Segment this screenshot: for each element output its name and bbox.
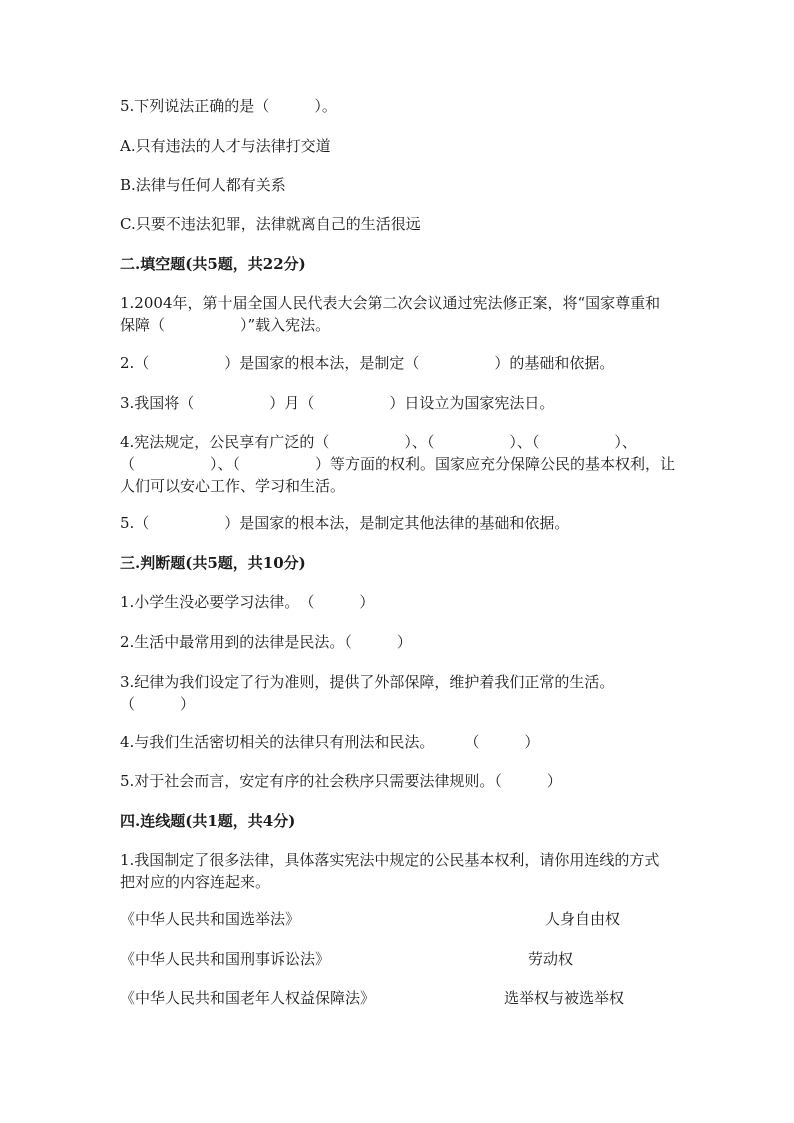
fill-blank-item-2: 2.（ ）是国家的根本法，是制定（ ）的基础和依据。 [120, 354, 615, 372]
true-false-item-3: 3.纪律为我们设定了行为准则，提供了外部保障，维护着我们正常的生活。（ ） [120, 673, 615, 713]
fill-blank-item-4: 4.宪法规定，公民享有广泛的（ ）、（ ）、（ ）、（ ）、（ ）等方面的权利。国家应充分保障公民的基本权利，让人们可以安心工作、学习和生活。 [120, 433, 676, 495]
section-title-true-false: 三.判断题(共5题，共10分) [120, 554, 306, 572]
option-a: A.只有违法的人才与法律打交道 [120, 137, 331, 155]
true-false-item-5: 5.对于社会而言，安定有序的社会秩序只需要法律规则。（ ） [120, 772, 562, 790]
matching-right-item-3: 选举权与被选举权 [504, 989, 625, 1007]
fill-blank-item-5: 5.（ ）是国家的根本法，是制定其他法律的基础和依据。 [120, 514, 570, 532]
true-false-item-2: 2.生活中最常用到的法律是民法。（ ） [120, 633, 412, 651]
matching-prompt: 1.我国制定了很多法律，具体落实宪法中规定的公民基本权利，请你用连线的方式把对应的内容连起来。 [120, 851, 660, 891]
section-title-fill-blank: 二.填空题(共5题，共22分) [120, 255, 306, 273]
fill-blank-item-1: 1.2004年，第十届全国人民代表大会第二次会议通过宪法修正案，将“国家尊重和保障（ ）”载入宪法。 [120, 294, 661, 334]
fill-blank-item-3: 3.我国将（ ）月（ ）日设立为国家宪法日。 [120, 394, 555, 412]
section-title-matching: 四.连线题(共1题，共4分) [120, 812, 296, 830]
question-stem: 5.下列说法正确的是（ ）。 [120, 97, 337, 115]
matching-left-item-1: 《中华人民共和国选举法》 [120, 910, 301, 928]
option-b: B.法律与任何人都有关系 [120, 176, 286, 194]
option-c: C.只要不违法犯罪，法律就离自己的生活很远 [120, 215, 421, 233]
true-false-item-4: 4.与我们生活密切相关的法律只有刑法和民法。 （ ） [120, 733, 540, 751]
matching-right-item-2: 劳动权 [528, 950, 574, 968]
matching-left-item-3: 《中华人民共和国老年人权益保障法》 [120, 989, 376, 1007]
matching-right-item-1: 人身自由权 [545, 910, 621, 928]
matching-left-item-2: 《中华人民共和国刑事诉讼法》 [120, 950, 331, 968]
true-false-item-1: 1.小学生没必要学习法律。 （ ） [120, 593, 375, 611]
